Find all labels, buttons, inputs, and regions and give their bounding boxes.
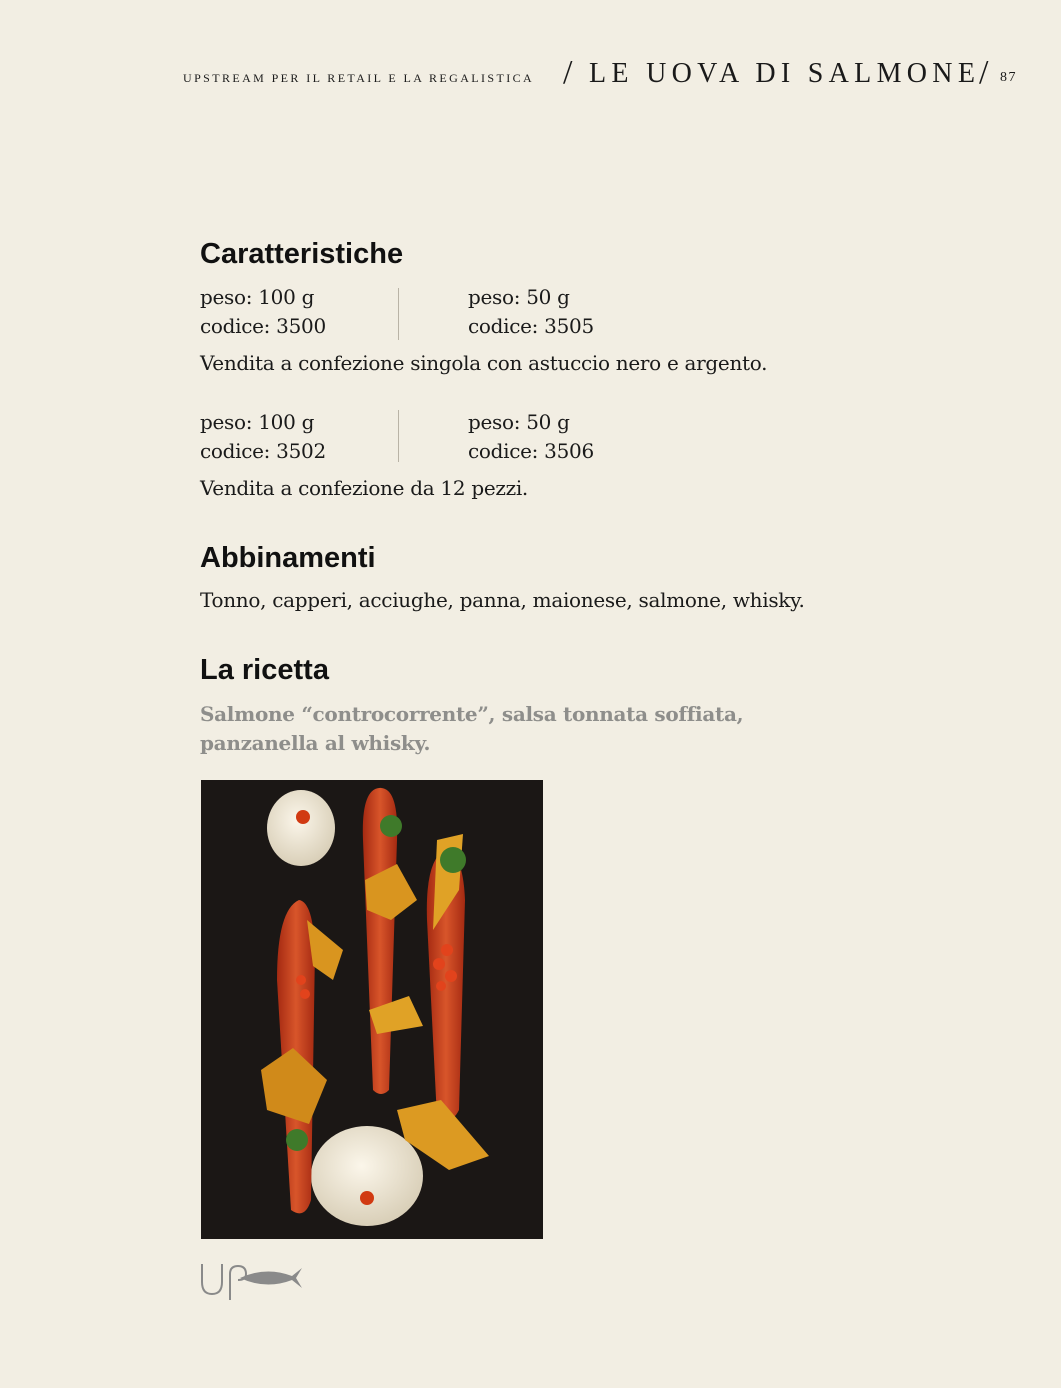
peso-value: peso: 100 g [200, 285, 315, 309]
abbinamenti-text: Tonno, capperi, acciughe, panna, maionese, salmone, whisky. [200, 588, 805, 612]
cream-dollop [267, 790, 335, 866]
sale-note: Vendita a confezione singola con astuccio nero e argento. [200, 351, 768, 375]
header-separator: / [563, 54, 573, 91]
codice-value: codice: 3505 [468, 314, 594, 338]
recipe-photo [201, 780, 543, 1239]
peso-value: peso: 50 g [468, 285, 570, 309]
codice-value: codice: 3500 [200, 314, 326, 338]
page-number: 87 [1000, 70, 1017, 85]
series-title: UPSTREAM PER IL RETAIL E LA REGALISTICA [183, 71, 535, 85]
recipe-title [200, 700, 743, 758]
chapter-title: LE UOVA DI SALMONE [589, 58, 981, 89]
recipe-title-line: panzanella al whisky. [200, 731, 431, 755]
fish-logo-icon [200, 1262, 304, 1302]
header-separator: / [979, 54, 989, 91]
column-divider [398, 288, 399, 340]
upstream-logo [200, 1262, 304, 1306]
codice-value: codice: 3502 [200, 439, 326, 463]
recipe-title-line: Salmone “controcorrente”, salsa tonnata soffiata, [200, 702, 744, 726]
sale-note: Vendita a confezione da 12 pezzi. [200, 476, 528, 500]
column-divider [398, 410, 399, 462]
codice-value: codice: 3506 [468, 439, 594, 463]
dish-illustration [201, 780, 543, 1239]
peso-value: peso: 100 g [200, 410, 315, 434]
cream-dollop [311, 1126, 423, 1226]
page-header [0, 56, 1061, 96]
peso-value: peso: 50 g [468, 410, 570, 434]
caratteristiche-heading: Caratteristiche [200, 238, 404, 270]
abbinamenti-heading: Abbinamenti [200, 542, 376, 574]
ricetta-heading: La ricetta [200, 654, 329, 686]
